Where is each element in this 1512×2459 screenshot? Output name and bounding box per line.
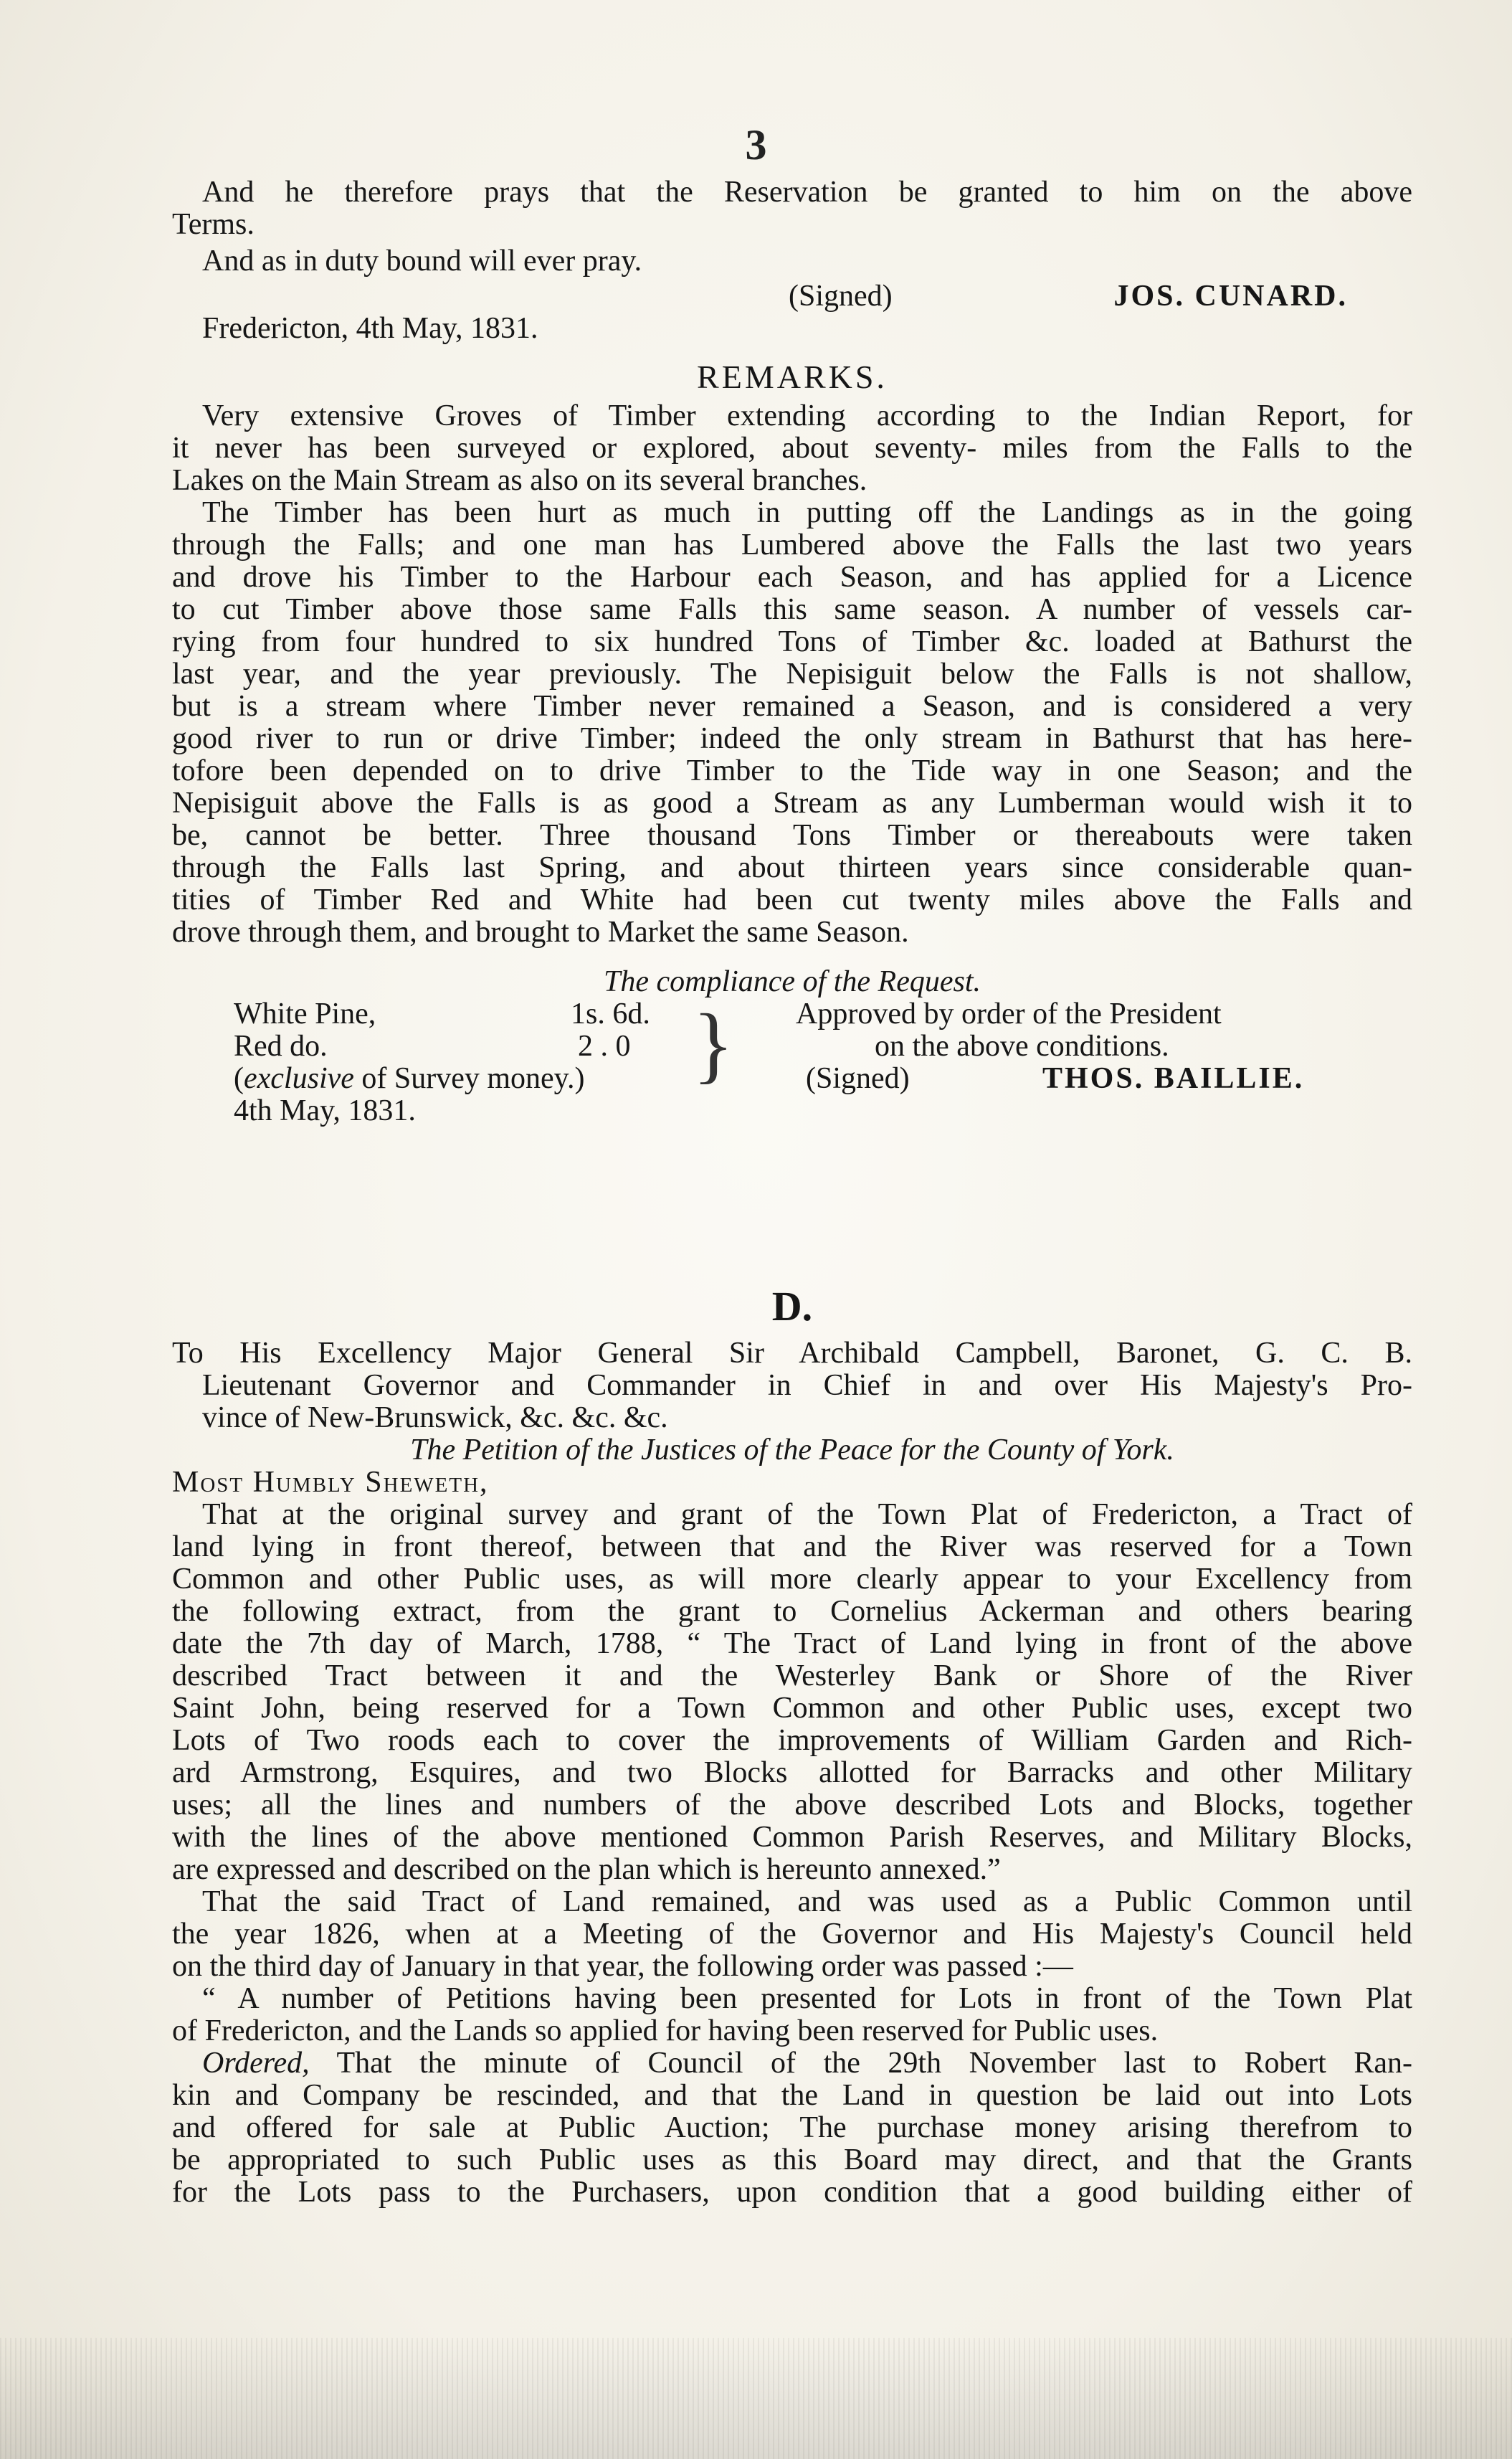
text-line: to cut Timber above those same Falls this same season. A number of vessels car- bbox=[172, 593, 1412, 626]
text-line: uses; all the lines and numbers of the above described Lots and Blocks, together bbox=[172, 1788, 1412, 1821]
address-line: vince of New-Brunswick, &c. &c. &c. bbox=[202, 1401, 668, 1434]
approved-line-2: on the above conditions. bbox=[875, 1030, 1169, 1063]
text-line: ard Armstrong, Esquires, and two Blocks allotted for Barracks and other Military bbox=[172, 1756, 1412, 1789]
text-line: are expressed and described on the plan which is hereunto annexed.” bbox=[172, 1853, 1001, 1886]
text-line: kin and Company be rescinded, and that the Land in question be laid out into Lots bbox=[172, 2079, 1412, 2112]
exclusive-word: exclusive bbox=[244, 1062, 354, 1095]
text-line: of Fredericton, and the Lands so applied for having been reserved for Public uses. bbox=[172, 2014, 1159, 2047]
scan-noise-strip bbox=[0, 2338, 1512, 2459]
text-line: land lying in front thereof, between that and the River was reserved for a Town bbox=[172, 1530, 1412, 1563]
signed-label: (Signed) bbox=[806, 1062, 910, 1095]
text-line: it never has been surveyed or explored, about seventy- miles from the Falls to the bbox=[172, 432, 1412, 465]
section-d bbox=[172, 1282, 1412, 2209]
text-line: on the third day of January in that year, the following order was passed :— bbox=[172, 1950, 1073, 1983]
prayer-line: And as in duty bound will ever pray. bbox=[202, 245, 642, 278]
remarks-paragraph-1 bbox=[172, 400, 1412, 497]
text-line: Saint John, being reserved for a Town Common and other Public uses, except two bbox=[172, 1692, 1412, 1725]
text-line: Nepisiguit above the Falls is as good a Stream as any Lumberman would wish it to bbox=[172, 787, 1412, 820]
compliance-heading: The compliance of the Request. bbox=[603, 965, 981, 998]
text-line: date the 7th day of March, 1788, “ The Tract of Land lying in front of the above bbox=[172, 1627, 1412, 1660]
petition-paragraph-3 bbox=[172, 1983, 1412, 2047]
text-line bbox=[172, 2047, 1412, 2080]
text-line: Lakes on the Main Stream as also on its several branches. bbox=[172, 464, 867, 497]
text-line: last year, and the year previously. The Nepisiguit below the Falls is not shallow, bbox=[172, 658, 1412, 691]
red-rate: 2 . 0 bbox=[578, 1030, 631, 1063]
signer-name: JOS. CUNARD. bbox=[1113, 280, 1348, 313]
curly-brace-icon: } bbox=[693, 996, 734, 1091]
remarks-paragraph-2 bbox=[172, 497, 1412, 949]
exclusive-rest: of Survey money.) bbox=[361, 1062, 585, 1095]
prayer-line: Terms. bbox=[172, 208, 255, 241]
place-date: Fredericton, 4th May, 1831. bbox=[202, 312, 538, 345]
text-line: the year 1826, when at a Meeting of the Governor and His Majesty's Council held bbox=[172, 1918, 1412, 1951]
text-line: described Tract between it and the Westerley Bank or Shore of the River bbox=[172, 1659, 1412, 1692]
salutation: Most Humbly Sheweth, bbox=[172, 1466, 489, 1499]
prayer-line bbox=[172, 176, 1412, 209]
signature-row bbox=[172, 280, 1412, 313]
address-line: To His Excellency Major General Sir Archibald Campbell, Baronet, G. C. B. bbox=[172, 1337, 1412, 1370]
rates-block bbox=[172, 998, 1412, 1142]
text-line: for the Lots pass to the Purchasers, upon condition that a good building either of bbox=[172, 2176, 1412, 2209]
text-line: That the said Tract of Land remained, and was used as a Public Common until bbox=[202, 1885, 1412, 1918]
ordered-word: Ordered, bbox=[202, 2047, 310, 2080]
petition-paragraph-2 bbox=[172, 1886, 1412, 1983]
prayer-text: And he therefore prays that the Reservation be granted to him on the above bbox=[202, 176, 1412, 209]
ordered-text: That the minute of Council of the 29th November last to Robert Ran- bbox=[309, 2047, 1412, 2080]
text-line: tofore been depended on to drive Timber to the Tide way in one Season; and the bbox=[172, 754, 1412, 787]
text-line: tities of Timber Red and White had been cut twenty miles above the Falls and bbox=[172, 883, 1412, 916]
text-line: drove through them, and brought to Market the same Season. bbox=[172, 916, 909, 949]
text-line: but is a stream where Timber never remained a Season, and is considered a very bbox=[172, 690, 1412, 723]
white-pine-rate: 1s. 6d. bbox=[571, 998, 650, 1030]
petition-paragraph-4 bbox=[172, 2047, 1412, 2209]
exclusive-note bbox=[234, 1063, 584, 1095]
paren: ( bbox=[234, 1062, 244, 1095]
text-line: rying from four hundred to six hundred Tons of Timber &c. loaded at Bathurst the bbox=[172, 625, 1412, 658]
address-line: Lieutenant Governor and Commander in Chief in and over His Majesty's Pro- bbox=[202, 1369, 1412, 1402]
petition-paragraph-1 bbox=[172, 1499, 1412, 1886]
remarks-heading: REMARKS. bbox=[697, 359, 888, 395]
text-line: the following extract, from the grant to Cornelius Ackerman and others bearing bbox=[172, 1595, 1412, 1628]
text-line: be, cannot be better. Three thousand Tons Timber or thereabouts were taken bbox=[172, 819, 1412, 852]
white-pine-label: White Pine, bbox=[234, 998, 376, 1030]
approved-line-1: Approved by order of the President bbox=[796, 998, 1222, 1030]
text-line: Common and other Public uses, as will more clearly appear to your Excellency from bbox=[172, 1563, 1412, 1596]
petition-title: The Petition of the Justices of the Peace for the County of York. bbox=[410, 1434, 1174, 1467]
text-line: through the Falls; and one man has Lumbered above the Falls the last two years bbox=[172, 529, 1412, 562]
page-number: 3 bbox=[745, 121, 767, 169]
text-line: good river to run or drive Timber; indeed the only stream in Bathurst that has here- bbox=[172, 722, 1412, 755]
text-line: “ A number of Petitions having been presented for Lots in front of the Town Plat bbox=[202, 1982, 1412, 2015]
petition-closing bbox=[172, 176, 1412, 1142]
text-line: Very extensive Groves of Timber extending according to the Indian Report, for bbox=[202, 399, 1412, 432]
red-label: Red do. bbox=[234, 1030, 328, 1063]
text-line: with the lines of the above mentioned Common Parish Reserves, and Military Blocks, bbox=[172, 1821, 1412, 1854]
signed-label: (Signed) bbox=[789, 280, 893, 313]
signer-name: THOS. BAILLIE. bbox=[1042, 1062, 1305, 1095]
compliance-date: 4th May, 1831. bbox=[234, 1094, 416, 1127]
section-letter: D. bbox=[771, 1283, 813, 1330]
text-line: be appropriated to such Public uses as this Board may direct, and that the Grants bbox=[172, 2143, 1412, 2176]
text-line: and offered for sale at Public Auction; The purchase money arising therefrom to bbox=[172, 2111, 1412, 2144]
text-line: The Timber has been hurt as much in putting off the Landings as in the going bbox=[202, 496, 1412, 529]
text-line: Lots of Two roods each to cover the improvements of William Garden and Rich- bbox=[172, 1724, 1412, 1757]
text-line: and drove his Timber to the Harbour each Season, and has applied for a Licence bbox=[172, 561, 1412, 594]
text-line: That at the original survey and grant of the Town Plat of Fredericton, a Tract of bbox=[202, 1498, 1412, 1531]
text-line: through the Falls last Spring, and about thirteen years since considerable quan- bbox=[172, 851, 1412, 884]
